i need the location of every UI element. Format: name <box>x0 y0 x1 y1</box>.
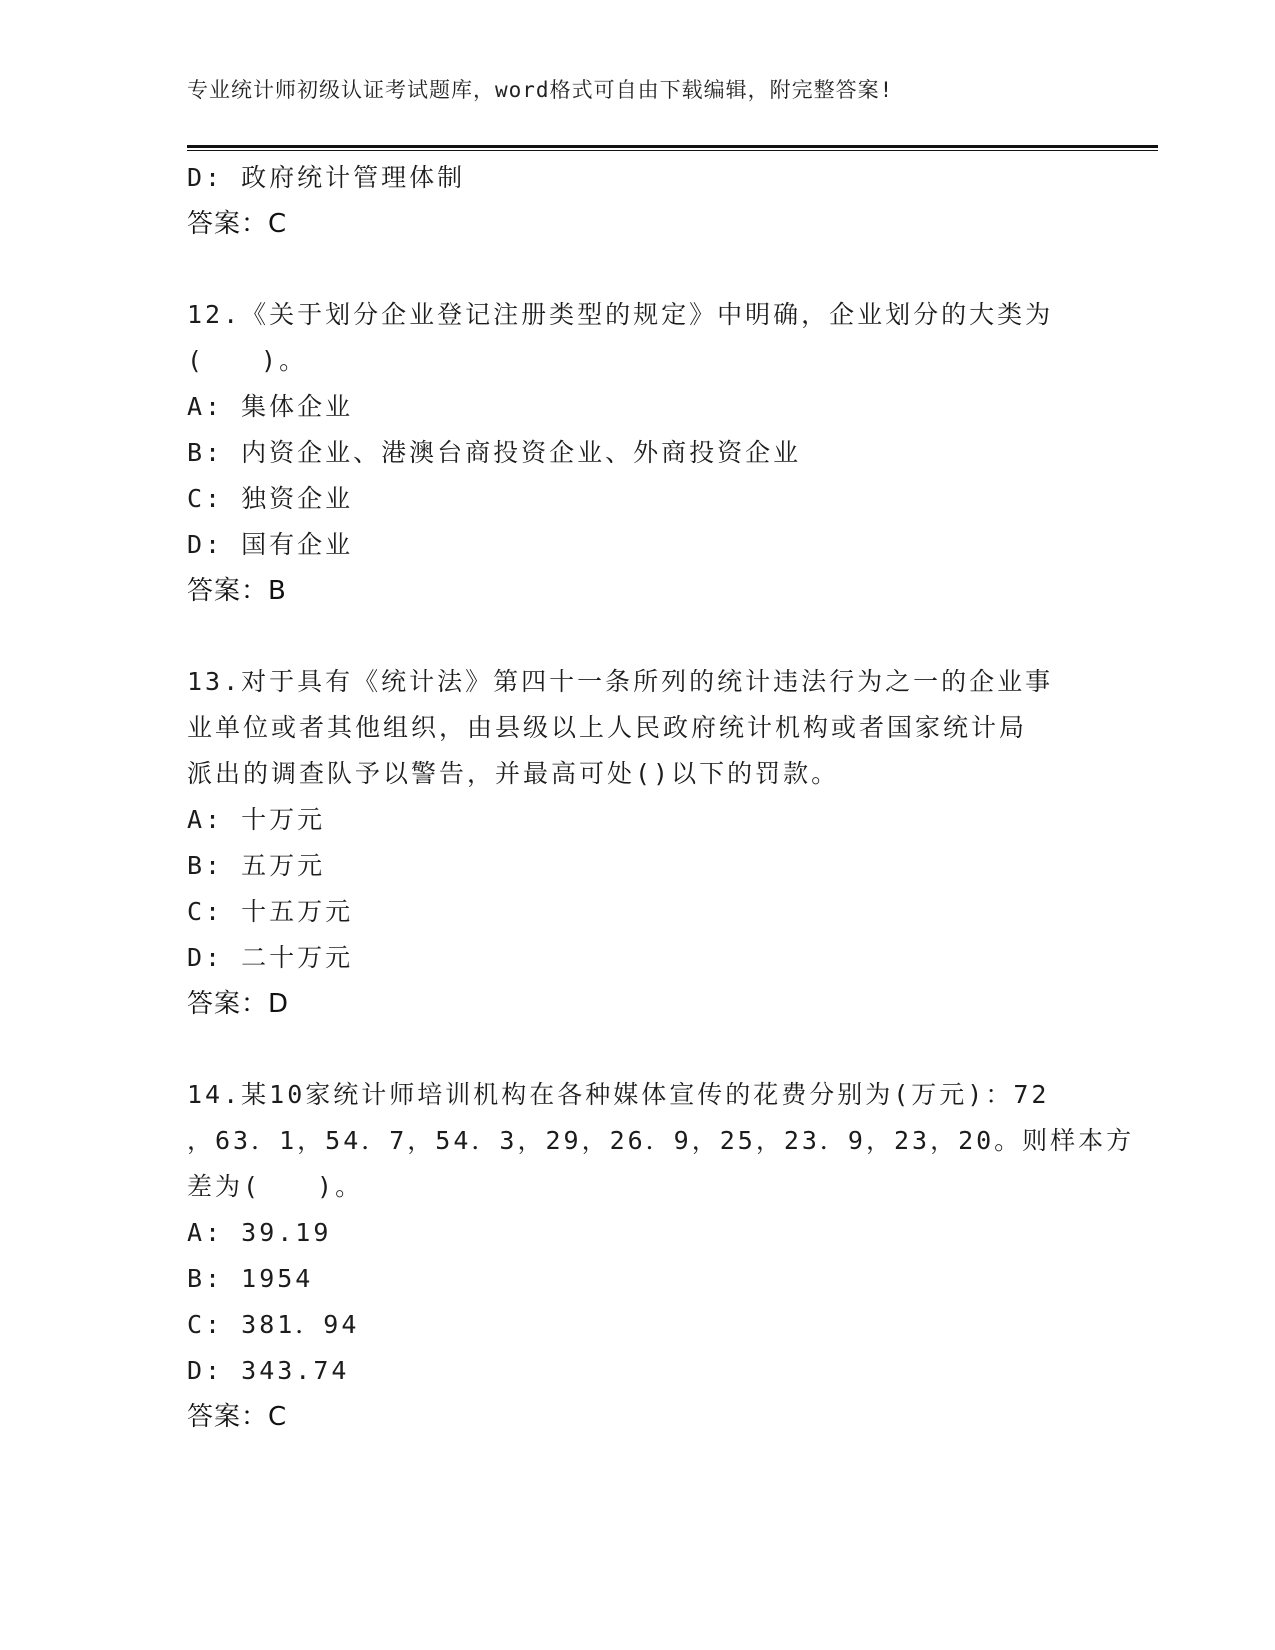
header-rule-thick <box>187 145 1158 148</box>
q13-option-b: B: 五万元 <box>187 851 326 880</box>
q12-answer: 答案：B <box>187 576 287 606</box>
q12-stem-line-2: ( )。 <box>187 346 308 375</box>
q13-answer: 答案：D <box>187 989 290 1019</box>
q14-option-b: B: 1954 <box>187 1264 314 1293</box>
question-13 <box>187 659 1087 1027</box>
q14-option-d: D: 343.74 <box>187 1356 350 1385</box>
q12-option-a: A: 集体企业 <box>187 392 354 421</box>
q14-stem-line-1: 14.某10家统计师培训机构在各种媒体宣传的花费分别为(万元)：72 <box>187 1080 1050 1109</box>
q11-answer: 答案：C <box>187 209 288 239</box>
spacer <box>187 614 1087 659</box>
q12-option-b: B: 内资企业、港澳台商投资企业、外商投资企业 <box>187 438 802 467</box>
q12-stem-line-1: 12.《关于划分企业登记注册类型的规定》中明确，企业划分的大类为 <box>187 300 1054 329</box>
q13-option-a: A: 十万元 <box>187 805 326 834</box>
question-content <box>187 155 1135 1440</box>
question-12 <box>187 292 1087 614</box>
q11-option-d: D: 政府统计管理体制 <box>187 163 466 192</box>
q14-answer: 答案：C <box>187 1402 288 1432</box>
question-14 <box>187 1072 1135 1440</box>
header-rule-thin <box>187 150 1158 151</box>
q12-option-d: D: 国有企业 <box>187 530 354 559</box>
page-header: 专业统计师初级认证考试题库，word格式可自由下载编辑，附完整答案! <box>187 78 894 102</box>
q14-stem-line-3: 差为( )。 <box>187 1172 364 1201</box>
spacer <box>187 247 1087 292</box>
q14-stem-line-2: ，63．1，54．7，54．3，29，26．9，25，23．9，23，20。则样本方 <box>187 1126 1135 1155</box>
q14-option-c: C: 381．94 <box>187 1310 360 1339</box>
q13-stem-line-2: 业单位或者其他组织，由县级以上人民政府统计机构或者国家统计局 <box>187 713 1028 742</box>
q13-option-d: D: 二十万元 <box>187 943 354 972</box>
spacer <box>187 1027 1087 1072</box>
q14-option-a: A: 39.19 <box>187 1218 332 1247</box>
q13-stem-line-1: 13.对于具有《统计法》第四十一条所列的统计违法行为之一的企业事 <box>187 667 1054 696</box>
q13-stem-line-3: 派出的调查队予以警告，并最高可处()以下的罚款。 <box>187 759 840 788</box>
q12-option-c: C: 独资企业 <box>187 484 354 513</box>
q13-option-c: C: 十五万元 <box>187 897 354 926</box>
